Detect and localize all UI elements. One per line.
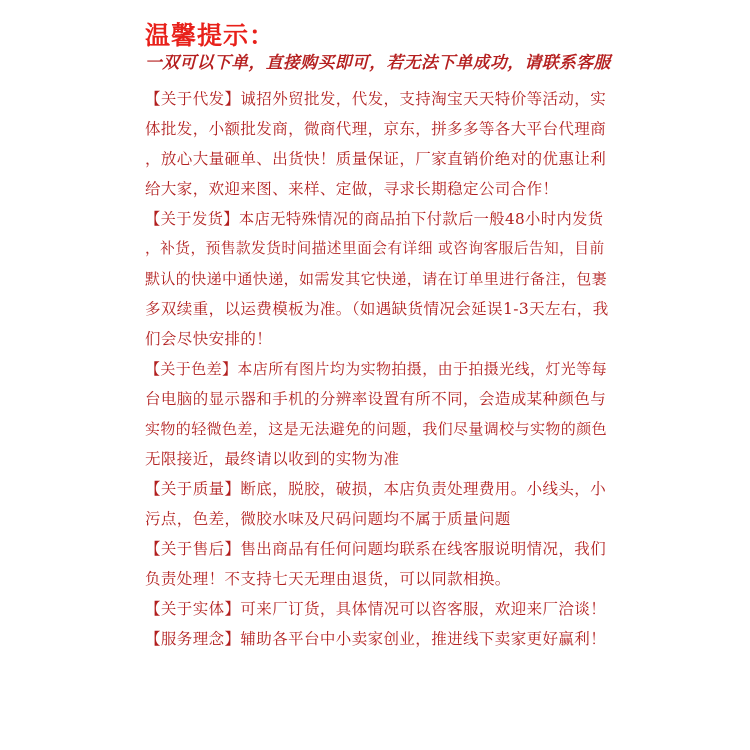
section-tag: 【关于实体】 [145, 600, 241, 618]
section-tag: 【服务理念】 [145, 630, 241, 648]
section-tag: 【关于发货】 [145, 210, 239, 228]
notice-section [145, 204, 610, 354]
section-text: 实物的轻微色差，这是无法避免的问题，我们尽量调校与实物的颜色 [145, 420, 608, 438]
notice-line [145, 474, 610, 504]
section-text: 无限接近，最终请以收到的实物为准 [145, 450, 400, 468]
section-text: 们会尽快安排的！ [145, 330, 273, 348]
notice-section [145, 84, 610, 204]
section-tag: 【关于售后】 [145, 540, 241, 558]
section-text: 体批发，小额批发商，微商代理，京东，拼多多等各大平台代理商 [145, 120, 607, 138]
notice-line [145, 414, 610, 444]
section-text: 本店所有图片均为实物拍摄，由于拍摄光线，灯光等每 [237, 360, 608, 378]
notice-sections [145, 84, 610, 654]
notice-line [145, 174, 610, 204]
notice-line [145, 84, 610, 114]
section-text: 污点，色差，微胶水味及尺码问题均不属于质量问题 [145, 510, 511, 528]
notice-section [145, 624, 610, 654]
section-tag: 【关于质量】 [145, 480, 241, 498]
section-text: 给大家，欢迎来图、来样、定做，寻求长期稳定公司合作！ [145, 180, 559, 198]
notice-line [145, 504, 610, 534]
section-text: 多双续重，以运费模板为准。（如遇缺货情况会延误1-3天左右，我 [145, 300, 609, 318]
section-text: 断底，脱胶，破损，本店负责处理费用。小线头，小 [240, 480, 607, 498]
notice-section [145, 474, 610, 534]
section-text: 默认的快递中通快递，如需发其它快递，请在订单里进行备注，包裹 [145, 270, 608, 288]
notice-line [145, 144, 610, 174]
page-title: 温馨提示： [145, 21, 276, 50]
section-tag: 【关于色差】 [145, 360, 238, 378]
notice-line [145, 114, 610, 144]
section-text: 辅助各平台中小卖家创业，推进线下卖家更好赢利！ [240, 630, 607, 648]
section-text: ，放心大量砸单、出货快！质量保证，厂家直销价绝对的优惠让利 [145, 150, 607, 168]
section-tag: 【关于代发】 [145, 90, 241, 108]
notice-section [145, 354, 610, 474]
section-text: 台电脑的显示器和手机的分辨率设置有所不同，会造成某种颜色与 [145, 390, 607, 408]
notice-section [145, 594, 610, 624]
notice-line [145, 354, 610, 384]
notice-line [145, 594, 610, 624]
notice-section [145, 534, 610, 594]
section-text: 可来厂订货，具体情况可以咨客服，欢迎来厂洽谈！ [240, 600, 607, 618]
notice-line [145, 534, 610, 564]
notice-line [145, 264, 610, 294]
notice-line [145, 444, 610, 474]
notice-line [145, 324, 610, 354]
notice-line [145, 294, 610, 324]
section-text: ，补货，预售款发货时间描述里面会有详细 或咨询客服后告知，目前 [145, 240, 605, 257]
notice-line [145, 564, 610, 594]
notice-line [145, 384, 610, 414]
section-text: 负责处理！不支持七天无理由退货，可以同款相换。 [145, 570, 511, 588]
notice-line [145, 624, 610, 654]
notice-line [145, 204, 610, 234]
section-text: 本店无特殊情况的商品拍下付款后一般48小时内发货 [238, 210, 604, 228]
notice-line [145, 234, 610, 264]
order-hint: 一双可以下单，直接购买即可，若无法下单成功，请联系客服 [145, 52, 611, 72]
section-text: 诚招外贸批发，代发，支持淘宝天天特价等活动，实 [240, 90, 607, 108]
section-text: 售出商品有任何问题均联系在线客服说明情况，我们 [240, 540, 607, 558]
